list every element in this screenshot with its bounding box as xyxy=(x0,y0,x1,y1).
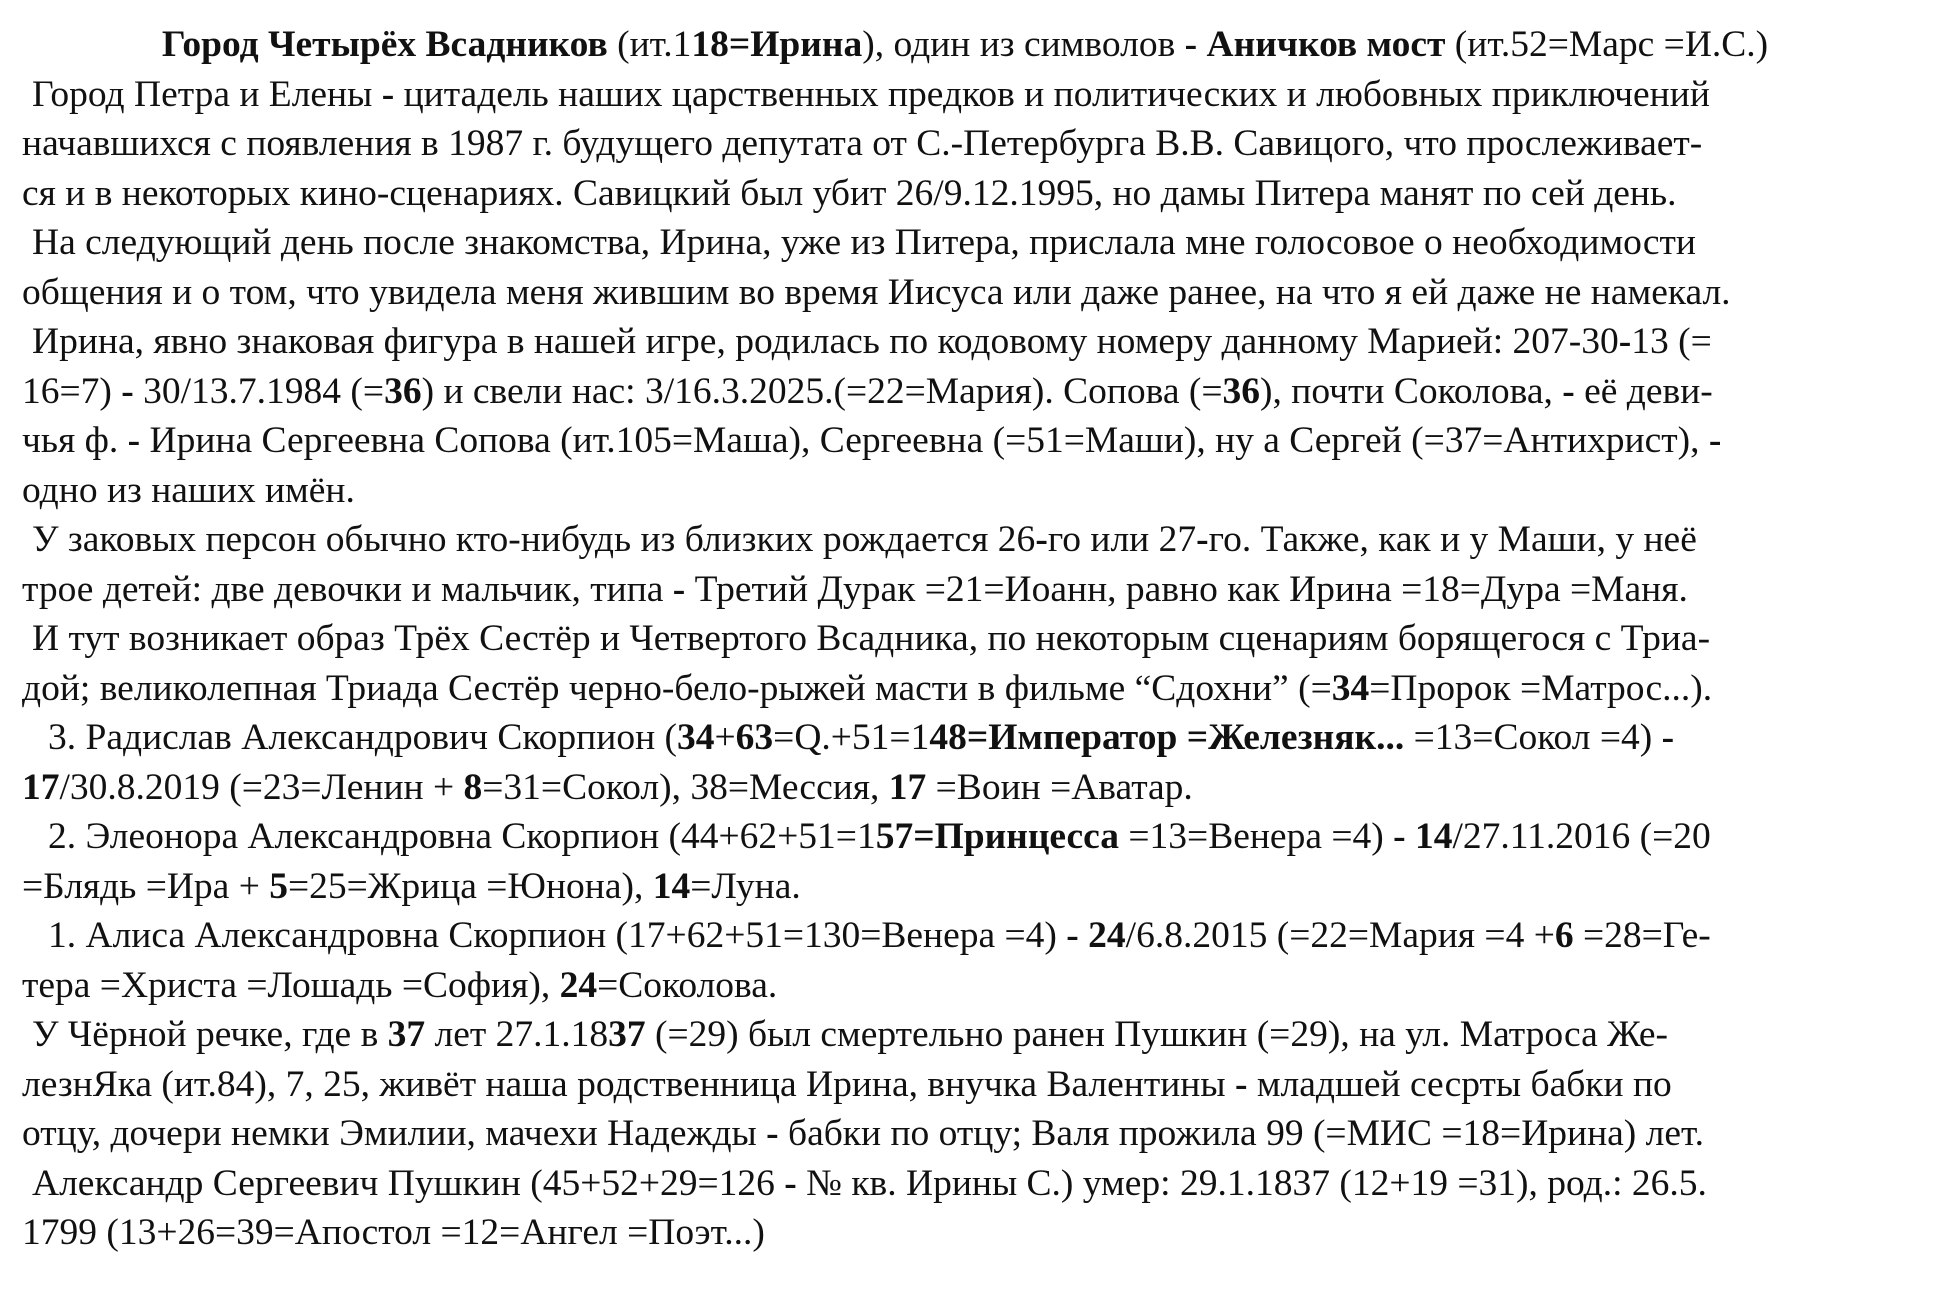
text-run: лезнЯка (ит.84), 7, 25, живёт наша родственница Ирина, внучка Валентины xyxy=(22,1063,1235,1105)
bold-text: - xyxy=(784,1162,797,1204)
bold-text: 37 xyxy=(387,1014,426,1055)
text-line xyxy=(22,1010,1922,1060)
text-run: (=29) был смертельно ранен Пушкин (=29), на ул. Матроса Же- xyxy=(645,1014,1668,1055)
bold-text: - xyxy=(1618,321,1632,362)
text-run: =31=Сокол), 38=Мессия, xyxy=(482,766,889,808)
bold-text: 34 xyxy=(1331,667,1370,709)
text-run: 2. Элеонора Александровна Скорпион (44+62+51=1 xyxy=(48,816,876,857)
text-run: трое детей: две девочки и мальчик, типа xyxy=(22,568,673,610)
bold-text: 24 xyxy=(559,964,598,1006)
text-run: ), почти Соколова, xyxy=(1260,370,1563,412)
text-run: /27.11.2016 (=20 xyxy=(1452,816,1711,857)
text-run: (ит.1 xyxy=(607,24,692,65)
bold-text: 5 xyxy=(269,865,288,907)
text-line xyxy=(22,1208,1922,1258)
text-run: её деви- xyxy=(1574,370,1713,412)
bold-text: 17 xyxy=(22,766,60,808)
bold-text: 36 xyxy=(384,370,422,412)
text-run: =25=Жрица =Юнона), xyxy=(287,865,653,907)
text-line xyxy=(22,1159,1922,1209)
text-run: И тут возникает образ Трёх Сестёр и Четвертого Всадника, по некоторым сценариям борящегося с Триа- xyxy=(32,618,1711,659)
text-run: го или 27 xyxy=(1047,519,1197,560)
bold-text: 37 xyxy=(608,1014,646,1055)
text-line xyxy=(22,515,1922,565)
text-run: У Чёрной речке, где в xyxy=(32,1014,388,1055)
bold-text: - xyxy=(1661,717,1675,758)
text-line xyxy=(22,466,1922,516)
bold-text: Город Четырёх Всадников xyxy=(161,24,608,65)
text-run: 1799 (13+26=39=Апостол =12=Ангел =Поэт...) xyxy=(22,1212,765,1253)
text-run: отцу, дочери немки Эмилии, мачехи Надежды xyxy=(22,1113,767,1154)
text-run: Город Петра и Елены xyxy=(32,73,382,115)
text-line xyxy=(22,268,1922,318)
text-line xyxy=(22,119,1922,169)
text-run: ся и в некоторых кино-сценариях. Савицкий был убит 26/9.12.1995, но дамы Питера манят по сей день. xyxy=(22,172,1677,214)
text-run: тера =Христа =Лошадь =София), xyxy=(22,964,560,1006)
text-run: =Пророк =Матрос...). xyxy=(1369,667,1713,709)
doc-title-line xyxy=(22,20,1908,70)
bold-text: - xyxy=(121,370,134,412)
text-run: ) и свели нас: 3/16.3.2025.(=22=Мария). Сопова (= xyxy=(421,370,1223,412)
text-line xyxy=(22,565,1922,615)
bold-text: - xyxy=(1196,519,1209,560)
bold-text: - xyxy=(766,1113,779,1154)
text-run: бабки по отцу; Валя прожила 99 (=МИС =18=Ирина) лет. xyxy=(778,1113,1704,1154)
text-line xyxy=(22,763,1922,813)
text-run: 13 (= xyxy=(1631,321,1712,362)
text-run: 1. Алиса Александровна Скорпион (17+62+51=130=Венера =4) xyxy=(48,915,1067,956)
text-run: 3. Радислав Александрович Скорпион ( xyxy=(48,717,678,758)
text-line xyxy=(22,614,1922,664)
text-line xyxy=(22,169,1922,219)
text-run: Ирина, явно знаковая фигура в нашей игре, родилась по кодовому номеру данному Марией: 207-30 xyxy=(32,321,1619,362)
text-line xyxy=(22,218,1922,268)
bold-text: 57=Принцесса xyxy=(875,816,1120,857)
bold-text: - Аничков мост xyxy=(1184,24,1446,65)
bold-text: - xyxy=(127,420,141,461)
bold-text: 14 xyxy=(652,865,691,907)
text-run: =Соколова. xyxy=(597,964,778,1006)
text-line xyxy=(22,416,1922,466)
text-run: Ирина Сергеевна Сопова (ит.105=Маша), Сергеевна (=51=Маши), ну а Сергей (=37=Антихрист), xyxy=(140,420,1709,461)
text-run: =13=Венера =4) xyxy=(1119,816,1394,857)
text-run: (ит.52=Марс =И.С.) xyxy=(1445,24,1769,65)
text-run: 30/13.7.1984 (= xyxy=(133,370,385,412)
text-run: цитадель наших царственных предков и политических и любовных приключений xyxy=(394,73,1710,115)
bold-text: - 14 xyxy=(1393,816,1453,857)
text-line xyxy=(22,664,1922,714)
bold-text: - 24 xyxy=(1066,915,1126,956)
bold-text: 8 xyxy=(463,766,483,808)
list-item-line xyxy=(22,812,1922,862)
text-run: =Воин =Аватар. xyxy=(926,766,1193,808)
bold-text: - xyxy=(672,568,686,610)
text-run: Третий Дурак =21=Иоанн, равно как Ирина =18=Дура =Маня. xyxy=(685,568,1688,610)
bold-text: 36 xyxy=(1222,370,1261,412)
text-run: =13=Сокол =4) xyxy=(1404,717,1662,758)
text-run: + xyxy=(714,717,736,758)
text-run: =Луна. xyxy=(690,865,801,907)
text-run: =Блядь =Ира + xyxy=(22,865,270,907)
text-run: /6.8.2015 (=22=Мария =4 + xyxy=(1125,915,1555,956)
list-item-line xyxy=(22,911,1922,961)
bold-text: 17 xyxy=(888,766,927,808)
text-run: начавшихся с появления в 1987 г. будущего депутата от С.-Петербурга В.В. Савицого, что прослеживает- xyxy=(22,123,1703,164)
text-line xyxy=(22,961,1922,1011)
text-run: го. Также, как и у Маши, у неё xyxy=(1208,519,1697,560)
text-run: лет 27.1.18 xyxy=(425,1014,609,1055)
bold-text: - xyxy=(1708,420,1722,461)
bold-text: 48=Император =Железняк... xyxy=(929,717,1405,758)
text-run: У заковых персон обычно кто-нибудь из близких рождается 26 xyxy=(32,519,1036,560)
text-line xyxy=(22,367,1922,417)
list-item-line xyxy=(22,713,1922,763)
text-line xyxy=(22,70,1922,120)
bold-text: - xyxy=(381,73,395,115)
text-run: На следующий день после знакомства, Ирина, уже из Питера, прислала мне голосовое о необходимости xyxy=(32,222,1696,263)
bold-text: 6 xyxy=(1554,915,1574,956)
bold-text: 18=Ирина xyxy=(691,24,863,65)
text-run: младшей сесрты бабки по xyxy=(1247,1063,1672,1105)
text-line xyxy=(22,317,1922,367)
text-run: =28=Ге- xyxy=(1573,915,1711,956)
text-line xyxy=(22,1109,1922,1159)
text-run: 16=7) xyxy=(22,370,122,412)
bold-text: 63 xyxy=(735,717,774,758)
text-run: № кв. Ирины С.) умер: 29.1.1837 (12+19 =31), род.: 26.5. xyxy=(796,1162,1707,1204)
bold-text: - xyxy=(1562,370,1575,412)
bold-text: - xyxy=(1035,519,1048,560)
text-run: чья ф. xyxy=(22,420,128,461)
text-run: одно из наших имён. xyxy=(22,469,355,511)
bold-text: 34 xyxy=(677,717,715,758)
text-line xyxy=(22,1060,1922,1110)
text-run: ), один из символов xyxy=(862,24,1185,65)
text-run: общения и о том, что увидела меня жившим во время Иисуса или даже ранее, на что я ей даже не намекал. xyxy=(22,271,1731,313)
document-body xyxy=(22,20,1922,1258)
text-line xyxy=(22,862,1922,912)
text-run: Александр Сергеевич Пушкин (45+52+29=126 xyxy=(32,1162,785,1204)
text-run: дой; великолепная Триада Сестёр черно-бело-рыжей масти в фильме “Сдохни” (= xyxy=(22,667,1332,709)
text-run: =Q.+51=1 xyxy=(773,717,930,758)
text-run: /30.8.2019 (=23=Ленин + xyxy=(59,766,464,808)
bold-text: - xyxy=(1234,1063,1248,1105)
